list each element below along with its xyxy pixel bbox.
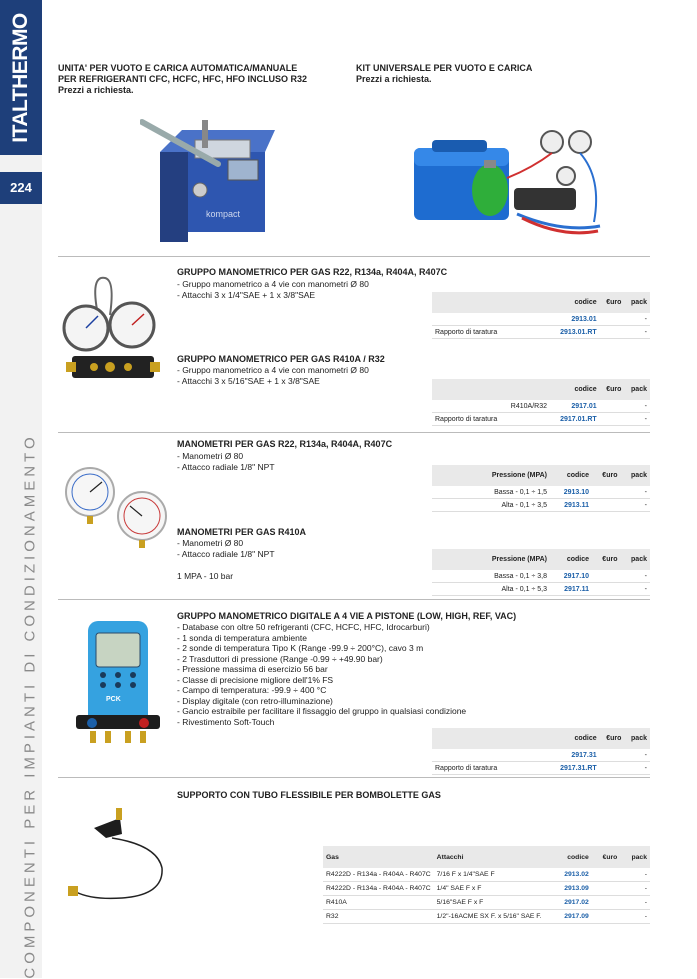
description-line: - Database con oltre 50 refrigeranti (CFC, HCFC, HFC, Idrocarburi) xyxy=(177,622,430,632)
column-header: €uro xyxy=(592,846,621,868)
table-row xyxy=(323,910,650,924)
table-header xyxy=(432,379,650,400)
pack-value: - xyxy=(620,882,650,896)
section-description xyxy=(177,451,275,472)
divider xyxy=(58,777,650,778)
row-label: Rapporto di taratura xyxy=(432,762,550,775)
product-code: 2913.09 xyxy=(550,882,592,896)
column-header: €uro xyxy=(600,728,625,749)
column-header: Pressione (MPA) xyxy=(432,465,550,486)
connection: 5/16"SAE F x F xyxy=(434,896,550,910)
table-row xyxy=(432,583,650,596)
vacuum-unit-price: Prezzi a richiesta. xyxy=(58,85,134,95)
product-code: 2917.31 xyxy=(550,749,600,762)
table-row xyxy=(432,326,650,339)
column-header: €uro xyxy=(600,292,625,313)
pressure-gauges-image xyxy=(62,460,172,550)
pressure-table xyxy=(432,465,650,512)
product-code: 2917.01.RT xyxy=(550,413,600,426)
divider xyxy=(58,256,650,257)
product-code: 2917.10 xyxy=(550,570,592,583)
row-label xyxy=(432,749,550,762)
description-line: - Gancio estraibile per facilitare il fissaggio del gruppo in qualsiasi condizione xyxy=(177,706,467,716)
gas-type: R410A xyxy=(323,896,434,910)
row-label: Rapporto di taratura xyxy=(432,326,550,339)
pack-value: - xyxy=(624,413,650,426)
pack-value: - xyxy=(620,570,650,583)
table-row xyxy=(432,413,650,426)
pack-value: - xyxy=(620,910,650,924)
column-header: pack xyxy=(624,379,650,400)
pressure-range: Bassa - 0,1 ÷ 3,8 xyxy=(432,570,550,583)
section-title: GRUPPO MANOMETRICO PER GAS R410A / R32 xyxy=(177,354,385,364)
hose-support-table xyxy=(323,846,650,924)
column-header: Pressione (MPA) xyxy=(432,549,550,570)
table-row xyxy=(432,762,650,775)
universal-kit-heading xyxy=(356,63,532,85)
section-description xyxy=(177,538,275,559)
pack-value: - xyxy=(620,868,650,882)
product-table xyxy=(432,292,650,339)
section-description xyxy=(177,365,369,386)
column-header: pack xyxy=(620,465,650,486)
table-row xyxy=(323,868,650,882)
table-row xyxy=(432,486,650,499)
product-code: 2913.01 xyxy=(550,313,600,326)
column-header-empty xyxy=(432,728,550,749)
pack-value: - xyxy=(624,762,650,775)
pck-logo-text: PCK xyxy=(106,696,121,703)
pack-value: - xyxy=(624,326,650,339)
column-header-empty xyxy=(432,379,550,400)
table-header xyxy=(432,549,650,570)
description-line: - Attacchi 3 x 5/16"SAE + 1 x 3/8"SAE xyxy=(177,375,320,386)
row-label xyxy=(432,313,550,326)
table-header xyxy=(432,728,650,749)
pack-value: - xyxy=(620,486,650,499)
product-table xyxy=(432,728,650,775)
product-code: 2913.01.RT xyxy=(550,326,600,339)
pack-value: - xyxy=(620,896,650,910)
brand-name: ITALTHERMO xyxy=(9,13,32,143)
section-vertical-title: COMPONENTI PER IMPIANTI DI CONDIZIONAMENTO xyxy=(21,433,39,979)
unit-note: 1 MPA - 10 bar xyxy=(177,571,234,581)
column-header: codice xyxy=(550,846,592,868)
column-header: codice xyxy=(550,728,600,749)
pressure-range: Alta - 0,1 ÷ 3,5 xyxy=(432,499,550,512)
description-line: - Attacco radiale 1/8" NPT xyxy=(177,548,275,559)
product-code: 2917.09 xyxy=(550,910,592,924)
pressure-range: Alta - 0,1 ÷ 5,3 xyxy=(432,583,550,596)
column-header: Attacchi xyxy=(434,846,550,868)
product-code: 2913.11 xyxy=(550,499,592,512)
product-code: 2917.31.RT xyxy=(550,762,600,775)
row-label: R410A/R32 xyxy=(432,400,550,413)
product-code: 2917.02 xyxy=(550,896,592,910)
table-row xyxy=(432,570,650,583)
description-line: - 2 Trasduttori di pressione (Range -0.99 ÷ +49.90 bar) xyxy=(177,653,383,664)
table-header xyxy=(432,292,650,313)
section-title: MANOMETRI PER GAS R22, R134a, R404A, R407C xyxy=(177,439,393,449)
section-title: GRUPPO MANOMETRICO DIGITALE A 4 VIE A PISTONE (LOW, HIGH, REF, VAC) xyxy=(177,611,517,621)
description-line: - Gruppo manometrico a 4 vie con manometri Ø 80 xyxy=(177,365,369,375)
gas-type: R32 xyxy=(323,910,434,924)
pack-value: - xyxy=(624,749,650,762)
column-header: codice xyxy=(550,292,600,313)
column-header: Gas xyxy=(323,846,434,868)
universal-kit-title: KIT UNIVERSALE PER VUOTO E CARICA xyxy=(356,63,533,73)
universal-kit-price: Prezzi a richiesta. xyxy=(356,74,432,84)
kompact-label: kompact xyxy=(206,209,241,219)
description-line: - 2 sonde di temperatura Tipo K (Range -99.9 ÷ 200°C), cavo 3 m xyxy=(177,643,424,653)
section-description xyxy=(177,279,369,300)
section-description xyxy=(177,622,466,727)
description-line: - Pressione massima di esercizio 56 bar xyxy=(177,664,328,674)
table-header xyxy=(323,846,650,868)
table-row xyxy=(432,400,650,413)
vacuum-unit-title-line1: UNITA' PER VUOTO E CARICA AUTOMATICA/MANUALE xyxy=(58,63,298,73)
column-header: €uro xyxy=(600,379,625,400)
hose-support-image xyxy=(62,800,172,910)
table-row xyxy=(432,313,650,326)
description-line: - 1 sonda di temperatura ambiente xyxy=(177,632,307,643)
column-header: pack xyxy=(620,549,650,570)
column-header: codice xyxy=(550,379,600,400)
pack-value: - xyxy=(624,400,650,413)
column-header: pack xyxy=(624,728,650,749)
description-line: - Classe di precisione migliore dell'1% FS xyxy=(177,674,334,685)
column-header: codice xyxy=(550,549,592,570)
description-line: - Display digitale (con retro-illuminazione) xyxy=(177,695,333,706)
section-title: MANOMETRI PER GAS R410A xyxy=(177,527,307,537)
connection: 1/4" SAE F x F xyxy=(434,882,550,896)
vacuum-charging-unit-image xyxy=(140,112,275,247)
column-header: €uro xyxy=(592,549,620,570)
column-header: pack xyxy=(620,846,650,868)
vacuum-unit-heading xyxy=(58,63,307,96)
product-code: 2917.11 xyxy=(550,583,592,596)
column-header: pack xyxy=(624,292,650,313)
divider xyxy=(58,432,650,433)
table-row xyxy=(432,749,650,762)
description-line: - Rivestimento Soft-Touch xyxy=(177,716,275,727)
description-line: - Attacchi 3 x 1/4"SAE + 1 x 3/8"SAE xyxy=(177,289,316,300)
pressure-table xyxy=(432,549,650,596)
vacuum-unit-title-line2: PER REFRIGERANTI CFC, HCFC, HFC, HFO INCLUSO R32 xyxy=(58,74,308,84)
product-table xyxy=(432,379,650,426)
row-label: Rapporto di taratura xyxy=(432,413,550,426)
gas-type: R4222D - R134a - R404A - R407C xyxy=(323,868,434,882)
column-header-empty xyxy=(432,292,550,313)
table-row xyxy=(432,499,650,512)
product-code: 2913.02 xyxy=(550,868,592,882)
universal-kit-image xyxy=(412,118,612,243)
brand-block xyxy=(0,0,42,155)
section-title: GRUPPO MANOMETRICO PER GAS R22, R134a, R404A, R407C xyxy=(177,267,448,277)
digital-manifold-image xyxy=(70,615,165,760)
description-line: - Gruppo manometrico a 4 vie con manometri Ø 80 xyxy=(177,279,369,289)
description-line: - Manometri Ø 80 xyxy=(177,538,244,548)
manifold-gauge-image xyxy=(60,270,165,395)
table-row xyxy=(323,882,650,896)
description-line: - Attacco radiale 1/8" NPT xyxy=(177,461,275,472)
table-row xyxy=(323,896,650,910)
page-number: 224 xyxy=(0,172,42,204)
table-header xyxy=(432,465,650,486)
pack-value: - xyxy=(620,583,650,596)
divider xyxy=(58,599,650,600)
pressure-range: Bassa - 0,1 ÷ 1,5 xyxy=(432,486,550,499)
column-header: codice xyxy=(550,465,592,486)
description-line: - Campo di temperatura: -99.9 ÷ 400 °C xyxy=(177,685,327,695)
pack-value: - xyxy=(620,499,650,512)
product-code: 2913.10 xyxy=(550,486,592,499)
connection: 1/2"-16ACME SX F. x 5/16" SAE F. xyxy=(434,910,550,924)
section-title: SUPPORTO CON TUBO FLESSIBILE PER BOMBOLETTE GAS xyxy=(177,790,441,800)
description-line: - Manometri Ø 80 xyxy=(177,451,244,461)
pack-value: - xyxy=(624,313,650,326)
connection: 7/16 F x 1/4"SAE F xyxy=(434,868,550,882)
product-code: 2917.01 xyxy=(550,400,600,413)
gas-type: R4222D - R134a - R404A - R407C xyxy=(323,882,434,896)
column-header: €uro xyxy=(592,465,620,486)
